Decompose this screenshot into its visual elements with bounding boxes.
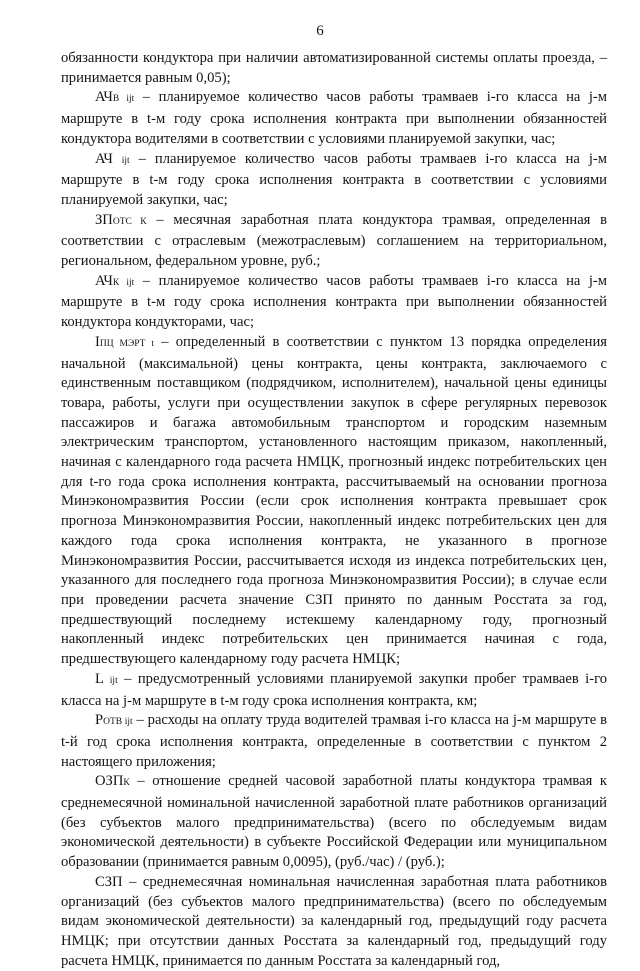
definition-r-otv xyxy=(61,711,607,772)
definition-l xyxy=(61,670,607,711)
page-number: 6 xyxy=(316,23,324,39)
formula-symbol: АЧВ ijt xyxy=(95,89,135,106)
formula-subscript: ОТВ ijt xyxy=(103,717,133,728)
definition-zp-ots xyxy=(61,211,607,272)
definition-text: – отношение средней часовой заработной платы кондуктора трамвая к среднемесячной номинальной начисленной заработной плате работников организаций (без субъектов малого предпринимательства) (всего по обследуемым видам экономической деятельности) в субъекте Российской Федерации или муниципальном образовании (принимается равным 0,0095), (руб./час) / (руб.); xyxy=(61,773,608,871)
definition-i-pc xyxy=(61,333,607,670)
formula-subscript: В ijt xyxy=(112,94,135,105)
formula-subscript: ijt xyxy=(121,155,130,166)
formula-subscript: К xyxy=(123,778,130,789)
formula-subscript: ijt xyxy=(109,675,118,686)
formula-subscript: ПЦ МЭРТ t xyxy=(99,338,155,349)
definition-ozp-k xyxy=(61,772,607,873)
formula-symbol: ЗПОТС К xyxy=(95,211,147,228)
document-body xyxy=(61,49,607,971)
paragraph-continuation xyxy=(61,49,607,88)
definition-ach-v xyxy=(61,88,607,149)
formula-symbol: ОЗПК xyxy=(95,773,130,790)
definition-text: – расходы на оплату труда водителей трамвая i-го класса на j-м маршруте в t-й год срока исполнения контракта, определенные в соответствии с пунктом 2 настоящего приложения; xyxy=(61,712,607,770)
definition-szp xyxy=(61,873,607,971)
definition-text: – определенный в соответствии с пунктом 13 порядка определения начальной (максимальной) цены контракта, цены контракта, заключаемого с единственным поставщиком (подрядчиком, исполнителем), начальной цены единицы товара, работы, услуги при осуществлении закупок в сфере регулярных перевозок пассажиров и багажа автомобильным транспортом и городским наземным электрическим транспортом, установленного настоящим приказом, накопленный, начиная с календарного года расчета НМЦК, прогнозный индекс потребительских цен для t-го года срока исполнения контракта, рассчитываемый на основании прогноза Минэкономразвития России (если срок исполнения контракта превышает срок прогноза Минэкономразвития России, накопленный индекс потребительских цен для каждого года срока исполнения контракта, не указанного в прогнозе Минэкономразвития России, рассчитывается исходя из индекса потребительских цен, указанного для последнего года прогноза Минэкономразвития России); в случае если при проведении расчета значение СЗП принято по данным Росстата за год, предшествующий последнему истекшему календарному году, прогнозный накопленный индекс потребительских цен принимается начиная с года, предшествующего календарному году расчета НМЦК; xyxy=(61,333,607,668)
definition-ach xyxy=(61,150,607,211)
definition-ach-k xyxy=(61,272,607,333)
formula-subscript: ОТС К xyxy=(112,216,147,227)
definition-text: – планируемое количество часов работы трамваев i-го класса на j-м маршруте в t-м году срока исполнения контракта при выполнении обязанностей кондуктора водителями в соответствии с условиями планируемой закупки, час; xyxy=(61,89,607,147)
definition-text: – предусмотренный условиями планируемой закупки пробег трамваев i-го класса на j-м маршруте в t-м году срока исполнения контракта, км; xyxy=(61,670,607,709)
formula-symbol: РОТВ ijt xyxy=(95,712,133,729)
formula-symbol: СЗП xyxy=(95,873,123,890)
definition-text: – планируемое количество часов работы трамваев i-го класса на j-м маршруте в t-м году срока исполнения контракта в соответствии с условиями планируемой закупки, час; xyxy=(61,150,607,208)
paragraph-text: обязанности кондуктора при наличии автоматизированной системы оплаты проезда, – принимается равным 0,05); xyxy=(61,50,607,86)
definition-text: – среднемесячная номинальная начисленная заработная плата работников организаций (без субъектов малого предпринимательства) (всего по обследуемым видам экономической деятельности) за календарный год, предыдущий году расчета НМЦК; при отсутствии данных Росстата за календарный год, предыдущий году расчета НМЦК, принимается по данным Росстата за календарный год, xyxy=(61,873,607,969)
formula-symbol: АЧК ijt xyxy=(95,272,135,289)
formula-subscript: К ijt xyxy=(112,277,135,288)
formula-symbol: L ijt xyxy=(95,670,118,687)
definition-text: – планируемое количество часов работы трамваев i-го класса на j-м маршруте в t-м году срока исполнения контракта при выполнении обязанностей кондуктора кондукторами, час; xyxy=(61,272,607,331)
formula-symbol: IПЦ МЭРТ t xyxy=(95,333,155,350)
formula-symbol: АЧ ijt xyxy=(95,150,130,167)
definition-text: – месячная заработная плата кондуктора трамвая, определенная в соответствии с отраслевым (межотраслевым) соглашением на территориальном, региональном, федеральном уровне, руб.; xyxy=(61,211,608,270)
